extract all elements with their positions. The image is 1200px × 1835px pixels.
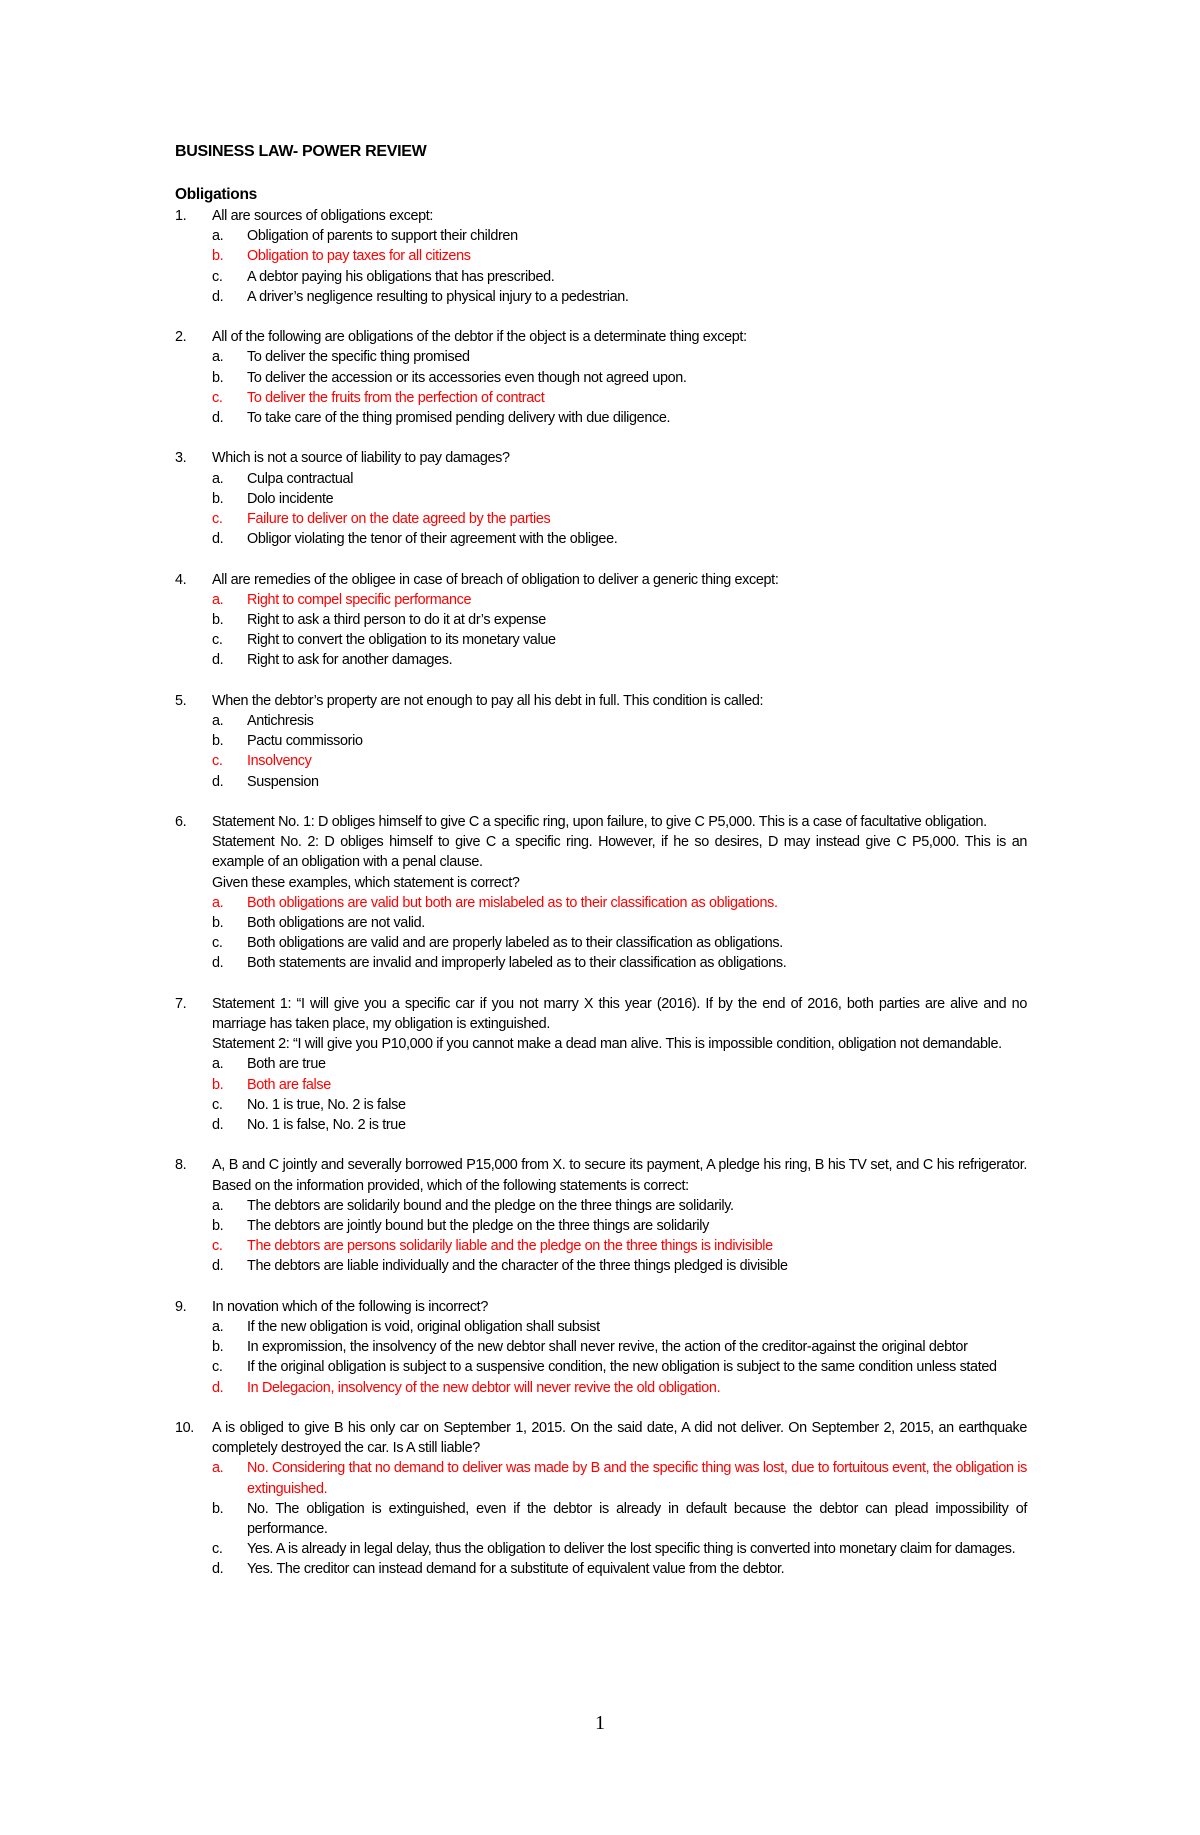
option-text: To take care of the thing promised pending delivery with due diligence. (247, 410, 671, 427)
answer-option (212, 1196, 1027, 1216)
question-paragraph: A is obliged to give B his only car on September 1, 2015. On the said date, A did not deliver. On September 2, 2015, an earthquake completely destroyed the car. Is A still liable? (212, 1420, 1027, 1457)
question-stem (175, 1418, 1027, 1458)
question-number: 10. (175, 1420, 194, 1437)
question-paragraph: All of the following are obligations of the debtor if the object is a determinate thing except: (212, 329, 747, 346)
question-item (175, 570, 1027, 671)
answer-option (212, 933, 1027, 953)
answer-option (212, 1499, 1027, 1539)
option-text: Antichresis (247, 713, 314, 730)
question-item (175, 1297, 1027, 1398)
answer-option-correct (212, 388, 1027, 408)
option-text: Obligation of parents to support their children (247, 228, 518, 245)
option-text: Right to convert the obligation to its monetary value (247, 632, 556, 649)
option-letter: a. (212, 1197, 224, 1214)
option-letter: c. (212, 1359, 223, 1376)
answer-option-correct (212, 1236, 1027, 1256)
option-text: Both statements are invalid and improperly labeled as to their classification as obligations. (247, 955, 787, 972)
question-paragraph: Statement No. 2: D obliges himself to give C a specific ring. However, if he so desires, D may instead give C P5,000. This is an example of an obligation with a penal clause. (212, 834, 1027, 871)
option-text: In Delegacion, insolvency of the new debtor will never revive the old obligation. (247, 1379, 721, 1396)
question-number: 9. (175, 1298, 187, 1315)
option-letter: c. (212, 632, 223, 649)
question-text (212, 570, 1027, 590)
option-text: A driver’s negligence resulting to physical injury to a pedestrian. (247, 288, 629, 305)
option-text: To deliver the fruits from the perfection of contract (247, 389, 545, 406)
answer-option (212, 1357, 1027, 1377)
option-text: Pactu commissorio (247, 733, 363, 750)
option-text: In expromission, the insolvency of the new debtor shall never revive, the action of the creditor-against the original debtor (247, 1339, 968, 1356)
answer-option (212, 529, 1027, 549)
option-letter: c. (212, 753, 223, 770)
option-letter: c. (212, 268, 223, 285)
answer-option (212, 1559, 1027, 1579)
option-letter: b. (212, 733, 224, 750)
option-letter: c. (212, 1541, 223, 1558)
answer-option (212, 711, 1027, 731)
question-item (175, 812, 1027, 974)
answer-option (212, 226, 1027, 246)
option-letter: b. (212, 369, 224, 386)
option-letter: b. (212, 248, 224, 265)
option-text: Right to ask for another damages. (247, 652, 453, 669)
answer-option-correct (212, 1458, 1027, 1498)
question-text (212, 448, 1027, 468)
answer-option (212, 267, 1027, 287)
question-item (175, 448, 1027, 549)
question-stem (175, 812, 1027, 893)
question-text (212, 691, 1027, 711)
option-letter: d. (212, 1561, 224, 1578)
option-text: Obligor violating the tenor of their agreement with the obligee. (247, 531, 618, 548)
option-text: If the new obligation is void, original obligation shall subsist (247, 1319, 600, 1336)
option-letter: b. (212, 915, 224, 932)
question-text (212, 1155, 1027, 1195)
option-text: A debtor paying his obligations that has prescribed. (247, 268, 555, 285)
option-text: Suspension (247, 773, 319, 790)
option-text: Right to compel specific performance (247, 591, 472, 608)
answer-option (212, 489, 1027, 509)
option-text: Obligation to pay taxes for all citizens (247, 248, 471, 265)
question-stem (175, 206, 1027, 226)
option-text: To deliver the specific thing promised (247, 349, 470, 366)
option-letter: a. (212, 894, 224, 911)
option-letter: d. (212, 1379, 224, 1396)
option-text: Insolvency (247, 753, 312, 770)
option-text: To deliver the accession or its accessories even though not agreed upon. (247, 369, 687, 386)
option-letter: d. (212, 955, 224, 972)
option-letter: a. (212, 1319, 224, 1336)
question-number: 5. (175, 692, 187, 709)
question-text (212, 1418, 1027, 1458)
option-letter: a. (212, 470, 224, 487)
option-text: Both obligations are valid but both are mislabeled as to their classification as obligations. (247, 894, 778, 911)
option-text: Right to ask a third person to do it at dr’s expense (247, 612, 546, 629)
question-number: 3. (175, 450, 187, 467)
question-list (175, 206, 1027, 1600)
question-paragraph: In novation which of the following is incorrect? (212, 1298, 488, 1315)
answer-option-correct (212, 509, 1027, 529)
question-paragraph: A, B and C jointly and severally borrowed P15,000 from X. to secure its payment, A pledge his ring, B his TV set, and C his refrigerator. Based on the information provided, which of the following statements is correct: (212, 1157, 1027, 1194)
question-stem (175, 994, 1027, 1055)
question-stem (175, 1155, 1027, 1195)
answer-option (212, 1317, 1027, 1337)
question-stem (175, 691, 1027, 711)
question-text (212, 812, 1027, 893)
option-letter: b. (212, 1218, 224, 1235)
question-text (212, 206, 1027, 226)
section-heading: Obligations (175, 186, 257, 203)
question-text (212, 1297, 1027, 1317)
answer-option-correct (212, 1378, 1027, 1398)
question-number: 8. (175, 1157, 187, 1174)
answer-option (212, 368, 1027, 388)
option-letter: d. (212, 288, 224, 305)
option-text: Both are false (247, 1076, 331, 1093)
answer-option (212, 630, 1027, 650)
answer-option (212, 1115, 1027, 1135)
option-text: The debtors are liable individually and the character of the three things pledged is divisible (247, 1258, 788, 1275)
option-letter: d. (212, 410, 224, 427)
question-stem (175, 1297, 1027, 1317)
answer-option (212, 953, 1027, 973)
question-number: 4. (175, 571, 187, 588)
answer-option (212, 1337, 1027, 1357)
question-item (175, 691, 1027, 792)
option-text: Both obligations are not valid. (247, 915, 425, 932)
option-letter: b. (212, 1339, 224, 1356)
option-letter: a. (212, 713, 224, 730)
question-item (175, 1155, 1027, 1276)
option-text: No. Considering that no demand to deliver was made by B and the specific thing was lost, due to fortuitous event, the obligation is extinguished. (247, 1460, 1027, 1497)
option-letter: b. (212, 612, 224, 629)
question-stem (175, 327, 1027, 347)
question-paragraph: Statement 1: “I will give you a specific car if you not marry X this year (2016). If by the end of 2016, both parties are alive and no marriage has taken place, my obligation is extinguished. (212, 995, 1027, 1033)
answer-option (212, 1216, 1027, 1236)
answer-option-correct (212, 751, 1027, 771)
answer-option (212, 1539, 1027, 1559)
option-text: Culpa contractual (247, 470, 354, 487)
option-text: The debtors are solidarily bound and the pledge on the three things are solidarily. (247, 1197, 734, 1214)
option-letter: c. (212, 1096, 223, 1113)
option-letter: a. (212, 228, 224, 245)
answer-option (212, 347, 1027, 367)
option-text: Failure to deliver on the date agreed by the parties (247, 511, 551, 528)
question-paragraph: Statement No. 1: D obliges himself to give C a specific ring, upon failure, to give C P5,000. This is a case of facultative obligation. (212, 814, 987, 831)
option-text: No. The obligation is extinguished, even if the debtor is already in default because the debtor can plead impossibility of performance. (247, 1500, 1027, 1538)
option-text: If the original obligation is subject to a suspensive condition, the new obligation is subject to the same condition unless stated (247, 1359, 997, 1376)
option-text: The debtors are jointly bound but the pledge on the three things are solidarily (247, 1218, 709, 1235)
question-item (175, 1418, 1027, 1580)
option-letter: c. (212, 935, 223, 952)
answer-option (212, 772, 1027, 792)
option-text: Yes. The creditor can instead demand for a substitute of equivalent value from the debtor. (247, 1561, 785, 1578)
question-paragraph: All are sources of obligations except: (212, 208, 434, 224)
option-letter: d. (212, 652, 224, 669)
option-letter: a. (212, 1056, 224, 1073)
option-letter: a. (212, 349, 224, 366)
option-text: No. 1 is true, No. 2 is false (247, 1096, 406, 1113)
question-stem (175, 448, 1027, 468)
question-item (175, 327, 1027, 428)
question-number: 2. (175, 329, 187, 346)
answer-option (212, 1095, 1027, 1115)
answer-option (212, 650, 1027, 670)
question-paragraph: Which is not a source of liability to pay damages? (212, 450, 510, 467)
question-paragraph: Given these examples, which statement is correct? (212, 874, 520, 891)
answer-option (212, 287, 1027, 307)
answer-option (212, 1256, 1027, 1276)
question-number: 1. (175, 208, 187, 224)
question-number: 6. (175, 814, 187, 831)
answer-option-correct (212, 893, 1027, 913)
option-letter: d. (212, 1258, 224, 1275)
option-letter: c. (212, 389, 223, 406)
question-paragraph: Statement 2: “I will give you P10,000 if you cannot make a dead man alive. This is impossible condition, obligation not demandable. (212, 1036, 1002, 1053)
answer-option-correct (212, 246, 1027, 266)
option-letter: b. (212, 1500, 224, 1517)
question-item (175, 994, 1027, 1135)
option-text: Yes. A is already in legal delay, thus the obligation to deliver the lost specific thing is converted into monetary claim for damages. (247, 1541, 1016, 1558)
option-letter: b. (212, 490, 224, 507)
answer-option (212, 913, 1027, 933)
option-letter: d. (212, 773, 224, 790)
page-title: BUSINESS LAW- POWER REVIEW (175, 143, 427, 160)
option-text: Both obligations are valid and are properly labeled as to their classification as obligations. (247, 935, 783, 952)
question-number: 7. (175, 995, 187, 1012)
answer-option (212, 1054, 1027, 1074)
option-letter: a. (212, 1460, 224, 1477)
question-text (212, 327, 1027, 347)
answer-option (212, 610, 1027, 630)
question-paragraph: All are remedies of the obligee in case of breach of obligation to deliver a generic thing except: (212, 571, 779, 588)
option-letter: a. (212, 591, 224, 608)
option-letter: d. (212, 1117, 224, 1134)
answer-option (212, 469, 1027, 489)
option-text: Both are true (247, 1056, 326, 1073)
option-letter: c. (212, 1238, 223, 1255)
question-paragraph: When the debtor’s property are not enough to pay all his debt in full. This condition is called: (212, 692, 764, 709)
question-stem (175, 570, 1027, 590)
option-text: No. 1 is false, No. 2 is true (247, 1117, 406, 1134)
option-text: Dolo incidente (247, 490, 334, 507)
option-letter: b. (212, 1076, 224, 1093)
answer-option (212, 731, 1027, 751)
question-item (175, 206, 1027, 307)
question-text (212, 994, 1027, 1055)
option-text: The debtors are persons solidarily liable and the pledge on the three things is indivisible (247, 1238, 773, 1255)
answer-option-correct (212, 1075, 1027, 1095)
answer-option (212, 408, 1027, 428)
option-letter: c. (212, 511, 223, 528)
answer-option-correct (212, 590, 1027, 610)
option-letter: d. (212, 531, 224, 548)
page-number: 1 (595, 1712, 605, 1734)
